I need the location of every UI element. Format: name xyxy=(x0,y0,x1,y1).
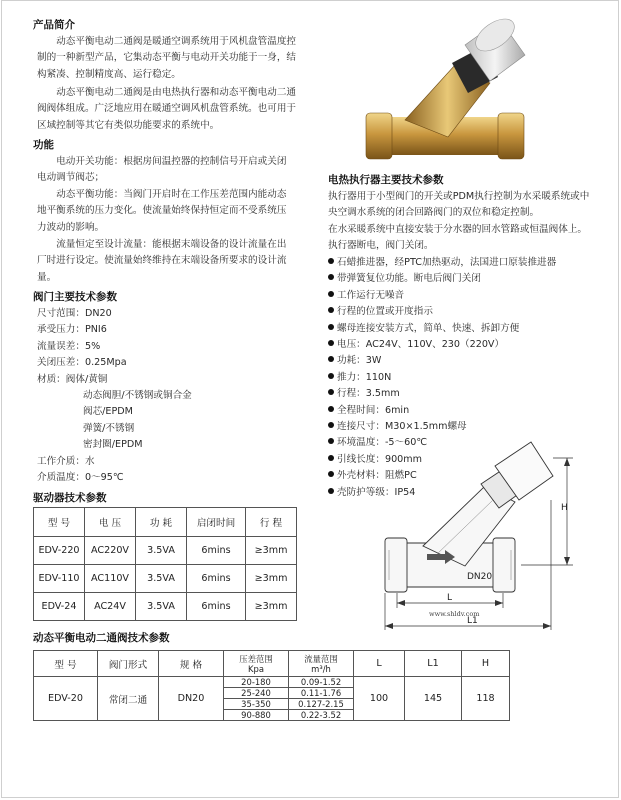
list-item xyxy=(328,304,556,320)
balance-model: EDV-20 xyxy=(34,677,98,721)
functions-paragraph-3: 流量恒定至设计流量：能根据末端设备的设计流量在出厂时进行设定。使流量始终维持在末端设备所要求的设计流量。 xyxy=(37,239,287,283)
table-cell: 3.5VA xyxy=(136,537,187,565)
balance-header-h: H xyxy=(462,651,510,677)
valve-material-3: 弹簧/不锈钢 xyxy=(83,422,135,434)
table-cell: ≥3mm xyxy=(246,565,297,593)
balance-header-form: 阀门形式 xyxy=(98,651,159,677)
valve-product-photo xyxy=(360,5,530,170)
dim-l-label: L xyxy=(447,593,453,603)
list-item-text: 外壳材料：阻燃PC xyxy=(337,470,417,482)
bullet-icon xyxy=(328,488,334,494)
bullet-icon xyxy=(328,258,334,264)
valve-material-1: 动态阀胆/不锈钢或铜合金 xyxy=(83,390,192,402)
balance-header-spec: 规 格 xyxy=(159,651,224,677)
intro-paragraph-2: 动态平衡电动二通阀是由电热执行器和动态平衡电动二通阀阀体组成。广泛地应用在暖通空调风机盘管系统。也可用于区域控制等其它有类似功能要求的系统中。 xyxy=(37,87,297,131)
bullet-icon xyxy=(328,471,334,477)
table-row xyxy=(34,593,297,621)
bullet-icon xyxy=(328,291,334,297)
bullet-icon xyxy=(328,356,334,362)
list-item xyxy=(328,353,556,369)
bullet-icon xyxy=(328,340,334,346)
balance-spec: DN20 xyxy=(159,677,224,721)
list-item xyxy=(328,255,556,271)
pressure-header-unit: Kpa xyxy=(248,663,264,674)
driver-header-stroke: 行 程 xyxy=(246,508,297,537)
pressure-range: 90-880 xyxy=(224,710,289,721)
list-item-text: 连接尺寸：M30×1.5mm螺母 xyxy=(337,421,467,433)
flow-range: 0.127-2.15 xyxy=(289,699,354,710)
balance-l: 100 xyxy=(354,677,405,721)
driver-header-power: 功 耗 xyxy=(136,508,187,537)
bullet-icon xyxy=(328,389,334,395)
valve-param-flow-error: 流量误差：5% xyxy=(37,340,101,352)
balance-params-table xyxy=(33,650,510,721)
table-cell: 6mins xyxy=(187,593,246,621)
driver-header-time: 启闭时间 xyxy=(187,508,246,537)
dim-h-label: H xyxy=(561,503,568,513)
balance-table-header xyxy=(34,651,510,677)
valve-material-2: 阀芯/EPDM xyxy=(83,406,133,418)
intro-heading: 产品简介 xyxy=(33,19,75,31)
driver-table-header xyxy=(34,508,297,537)
actuator-heading: 电热执行器主要技术参数 xyxy=(328,174,444,186)
valve-param-material: 材质：阀体/黄铜 xyxy=(37,373,108,385)
list-item xyxy=(328,337,556,353)
website-watermark: www.shldv.com xyxy=(429,610,480,618)
list-item-text: 行程的位置或开度指示 xyxy=(337,306,433,318)
bullet-icon xyxy=(328,373,334,379)
balance-form: 常闭二通 xyxy=(98,677,159,721)
balance-header-flow xyxy=(289,651,354,677)
list-item-text: 工作运行无噪音 xyxy=(337,289,405,301)
valve-params-list xyxy=(37,306,192,486)
flow-range: 0.22-3.52 xyxy=(289,710,354,721)
list-item-text: 带弹簧复位功能。断电后阀门关闭 xyxy=(337,273,481,285)
table-cell: 3.5VA xyxy=(136,593,187,621)
list-item xyxy=(328,288,556,304)
table-cell: 3.5VA xyxy=(136,565,187,593)
list-item xyxy=(328,271,556,287)
list-item-text: 电压：AC24V、110V、230（220V） xyxy=(337,339,505,351)
table-cell: 6mins xyxy=(187,565,246,593)
table-row xyxy=(34,677,510,688)
list-item xyxy=(328,419,556,435)
bullet-icon xyxy=(328,274,334,280)
valve-dimension-drawing xyxy=(375,438,600,638)
pressure-range: 20-180 xyxy=(224,677,289,688)
table-cell: 6mins xyxy=(187,537,246,565)
flow-header-unit: m³/h xyxy=(311,663,331,674)
list-item-text: 推力：110N xyxy=(337,371,392,383)
list-item xyxy=(328,386,556,402)
functions-paragraph-1: 电动开关功能：根据房间温控器的控制信号开启或关闭电动调节阀芯； xyxy=(37,156,287,184)
balance-header-model: 型 号 xyxy=(34,651,98,677)
valve-params-heading: 阀门主要技术参数 xyxy=(33,291,117,303)
pressure-header-label: 压差范围 xyxy=(239,653,273,664)
balance-header-pressure xyxy=(224,651,289,677)
flow-range: 0.11-1.76 xyxy=(289,688,354,699)
list-item-text: 壳防护等级：IP54 xyxy=(337,486,416,498)
list-item xyxy=(328,403,556,419)
valve-param-close-pressure: 关闭压差：0.25Mpa xyxy=(37,357,127,369)
driver-params-table xyxy=(33,507,297,621)
balance-params-heading: 动态平衡电动二通阀技术参数 xyxy=(33,632,170,644)
balance-header-l: L xyxy=(354,651,405,677)
driver-params-heading: 驱动器技术参数 xyxy=(33,492,107,504)
list-item-text: 功耗：3W xyxy=(337,355,382,367)
driver-header-voltage: 电 压 xyxy=(85,508,136,537)
functions-heading: 功能 xyxy=(33,139,54,151)
table-cell: AC24V xyxy=(85,593,136,621)
bullet-icon xyxy=(328,406,334,412)
valve-param-size: 尺寸范围：DN20 xyxy=(37,308,112,319)
balance-l1: 145 xyxy=(405,677,462,721)
list-item-text: 石蜡推进器，经PTC加热驱动，法国进口原装推进器 xyxy=(337,257,557,268)
list-item-text: 环境温度：-5～60℃ xyxy=(337,437,428,449)
flow-range: 0.09-1.52 xyxy=(289,677,354,688)
bullet-icon xyxy=(328,307,334,313)
table-cell: EDV-24 xyxy=(34,593,85,621)
table-cell: EDV-220 xyxy=(34,537,85,565)
table-cell: AC110V xyxy=(85,565,136,593)
list-item-text: 全程时间：6min xyxy=(337,404,410,416)
table-cell: ≥3mm xyxy=(246,593,297,621)
bullet-icon xyxy=(328,438,334,444)
balance-h: 118 xyxy=(462,677,510,721)
list-item-text: 引线长度：900mm xyxy=(337,453,422,465)
driver-header-model: 型 号 xyxy=(34,508,85,537)
flow-header-label: 流量范围 xyxy=(304,653,338,664)
list-item-text: 行程：3.5mm xyxy=(337,388,400,400)
valve-material-4: 密封圈/EPDM xyxy=(83,439,143,451)
list-item-text: 螺母连接安装方式，简单、快速、拆卸方便 xyxy=(337,322,520,334)
bullet-icon xyxy=(328,324,334,330)
list-item xyxy=(328,321,556,337)
bullet-icon xyxy=(328,422,334,428)
pressure-range: 25-240 xyxy=(224,688,289,699)
dn-label: DN20 xyxy=(467,572,493,582)
valve-param-temperature: 介质温度：0～95℃ xyxy=(37,472,124,484)
table-cell: ≥3mm xyxy=(246,537,297,565)
bullet-icon xyxy=(328,455,334,461)
dim-l1-label: L1 xyxy=(467,616,478,626)
functions-paragraph-2: 动态平衡功能：当阀门开启时在工作压差范围内能动态地平衡系统的压力变化。使流量始终保持恒定而不受系统压力波动的影响。 xyxy=(37,189,287,233)
balance-header-l1: L1 xyxy=(405,651,462,677)
table-row xyxy=(34,537,297,565)
valve-param-pressure: 承受压力：PNI6 xyxy=(37,324,107,336)
list-item xyxy=(328,370,556,386)
table-row xyxy=(34,565,297,593)
table-cell: AC220V xyxy=(85,537,136,565)
actuator-intro-2: 在水采暖系统中直接安装于分水器的回水管路或恒温阀体上。执行器断电，阀门关闭。 xyxy=(328,224,588,252)
actuator-intro-1: 执行器用于小型阀门的开关或PDM执行控制为水采暖系统或中央空调水系统的闭合回路阀门的双位和稳定控制。 xyxy=(328,191,590,219)
table-cell: EDV-110 xyxy=(34,565,85,593)
intro-paragraph-1: 动态平衡电动二通阀是暖通空调系统用于风机盘管温度控制的一种新型产品，它集动态平衡与电动开关功能于一身，结构紧凑、控制精度高、运行稳定。 xyxy=(37,36,297,80)
pressure-range: 35-350 xyxy=(224,699,289,710)
valve-param-medium: 工作介质：水 xyxy=(37,455,95,467)
